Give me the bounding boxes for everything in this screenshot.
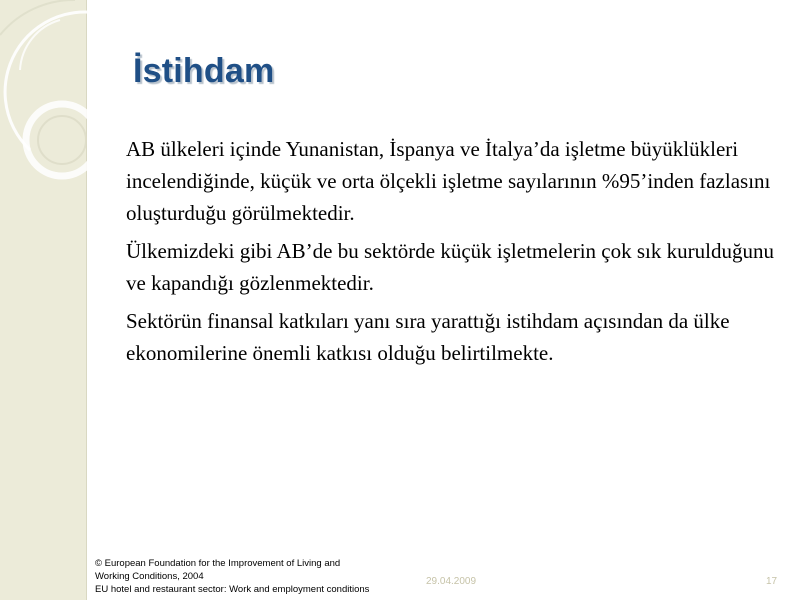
source-note-line: EU hotel and restaurant sector: Work and employment conditions xyxy=(95,584,370,595)
body-paragraph: Sektörün finansal katkıları yanı sıra yarattığı istihdam açısından da ülke ekonomilerine önemli katkısı olduğu belirtilmekte. xyxy=(126,309,730,365)
decorative-arcs xyxy=(0,0,120,240)
source-note xyxy=(95,557,425,596)
source-note-line: Working Conditions, 2004 xyxy=(95,571,204,582)
body-paragraph: Ülkemizdeki gibi AB’de bu sektörde küçük işletmelerin çok sık kurulduğunu ve kapandığı gözlenmektedir. xyxy=(126,239,774,295)
slide-body xyxy=(126,133,786,375)
footer-date: 29.04.2009 xyxy=(426,576,477,587)
slide-number: 17 xyxy=(766,576,778,587)
source-note-line: © European Foundation for the Improvement of Living and xyxy=(95,558,341,569)
slide-title: İstihdam xyxy=(133,52,275,90)
body-paragraph: AB ülkeleri içinde Yunanistan, İspanya ve İtalya’da işletme büyüklükleri incelendiğinde, küçük ve orta ölçekli işletme sayılarının %95’inden fazlasını oluşturduğu görülmektedir. xyxy=(126,137,771,225)
